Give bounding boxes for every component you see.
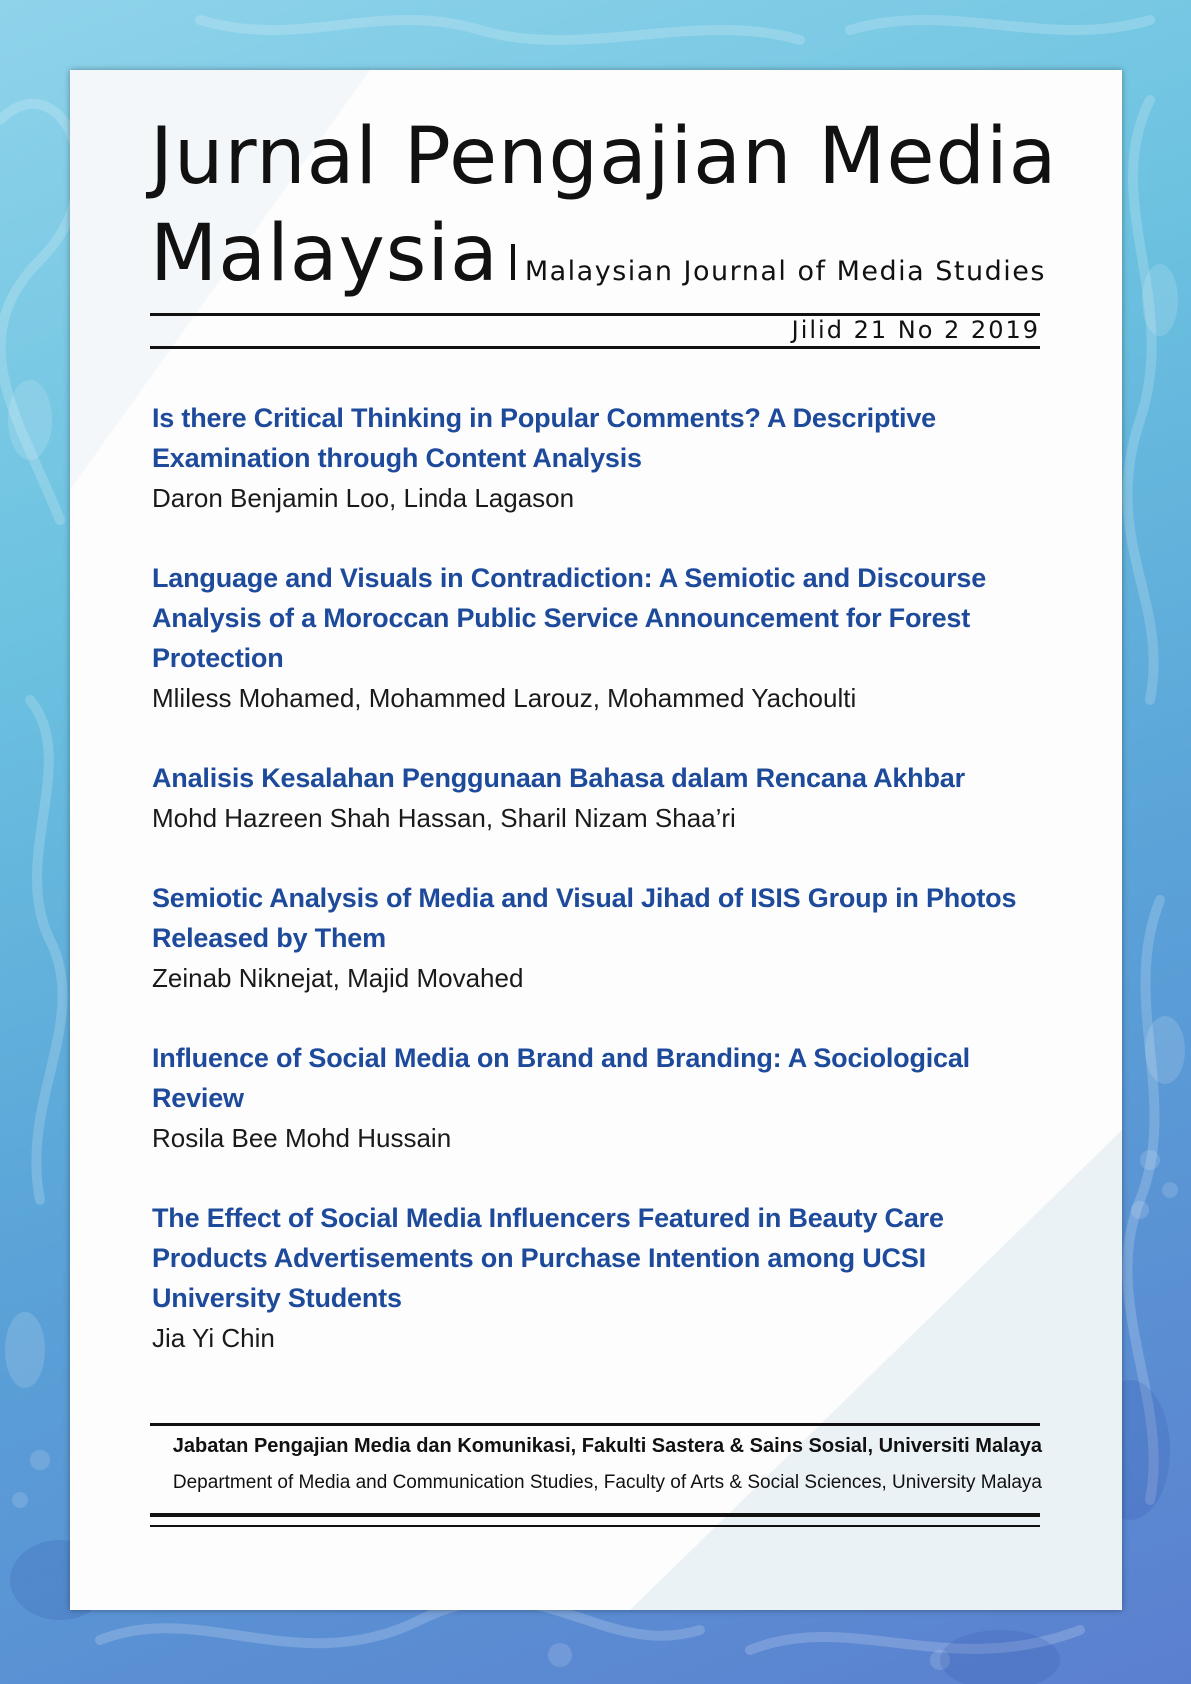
article-entry [152, 878, 1052, 998]
article-entry [152, 558, 1052, 718]
journal-title-line2: Malaysia [150, 209, 499, 299]
article-title[interactable]: Influence of Social Media on Brand and Branding: A Sociological Review [152, 1043, 970, 1113]
article-entry [152, 1038, 1052, 1158]
department-name-malay: Jabatan Pengajian Media dan Komunikasi, Fakulti Sastera & Sains Sosial, Universiti Malaya [172, 1435, 1042, 1457]
department-name-english: Department of Media and Communication Studies, Faculty of Arts & Social Sciences, University Malaya [172, 1472, 1042, 1493]
issue-info: Jilid 21 No 2 2019 [791, 316, 1040, 344]
footer-rule-thin [150, 1525, 1040, 1527]
article-authors: Mliless Mohamed, Mohammed Larouz, Mohammed Yachoulti [152, 683, 857, 713]
article-title[interactable]: Is there Critical Thinking in Popular Comments? A Descriptive Examination through Content Analysis [152, 403, 936, 473]
article-authors: Mohd Hazreen Shah Hassan, Sharil Nizam Shaa’ri [152, 803, 736, 833]
article-entry [152, 758, 1052, 838]
cover-panel [70, 70, 1122, 1610]
article-title[interactable]: The Effect of Social Media Influencers Featured in Beauty Care Products Advertisements on Purchase Intention among UCSI University Students [152, 1203, 944, 1313]
journal-title-line1: Jurnal Pengajian Media [150, 112, 1058, 202]
article-authors: Jia Yi Chin [152, 1323, 275, 1353]
footer-rule-thick [150, 1513, 1040, 1517]
article-entry [152, 1198, 1052, 1358]
footer-rule-top [150, 1423, 1040, 1426]
table-of-contents [152, 398, 1052, 1398]
article-title[interactable]: Semiotic Analysis of Media and Visual Jihad of ISIS Group in Photos Released by Them [152, 883, 1017, 953]
header-rule-bottom [150, 346, 1040, 349]
article-title[interactable]: Analisis Kesalahan Penggunaan Bahasa dalam Rencana Akhbar [152, 763, 965, 793]
article-authors: Zeinab Niknejat, Majid Movahed [152, 963, 524, 993]
article-entry [152, 398, 1052, 518]
title-separator [511, 244, 515, 280]
journal-subtitle: Malaysian Journal of Media Studies [524, 256, 1046, 287]
article-authors: Rosila Bee Mohd Hussain [152, 1123, 452, 1153]
journal-title-line2-group [150, 209, 1046, 299]
article-authors: Daron Benjamin Loo, Linda Lagason [152, 483, 575, 513]
article-title[interactable]: Language and Visuals in Contradiction: A Semiotic and Discourse Analysis of a Moroccan Public Service Announcement for Forest Protection [152, 563, 987, 673]
